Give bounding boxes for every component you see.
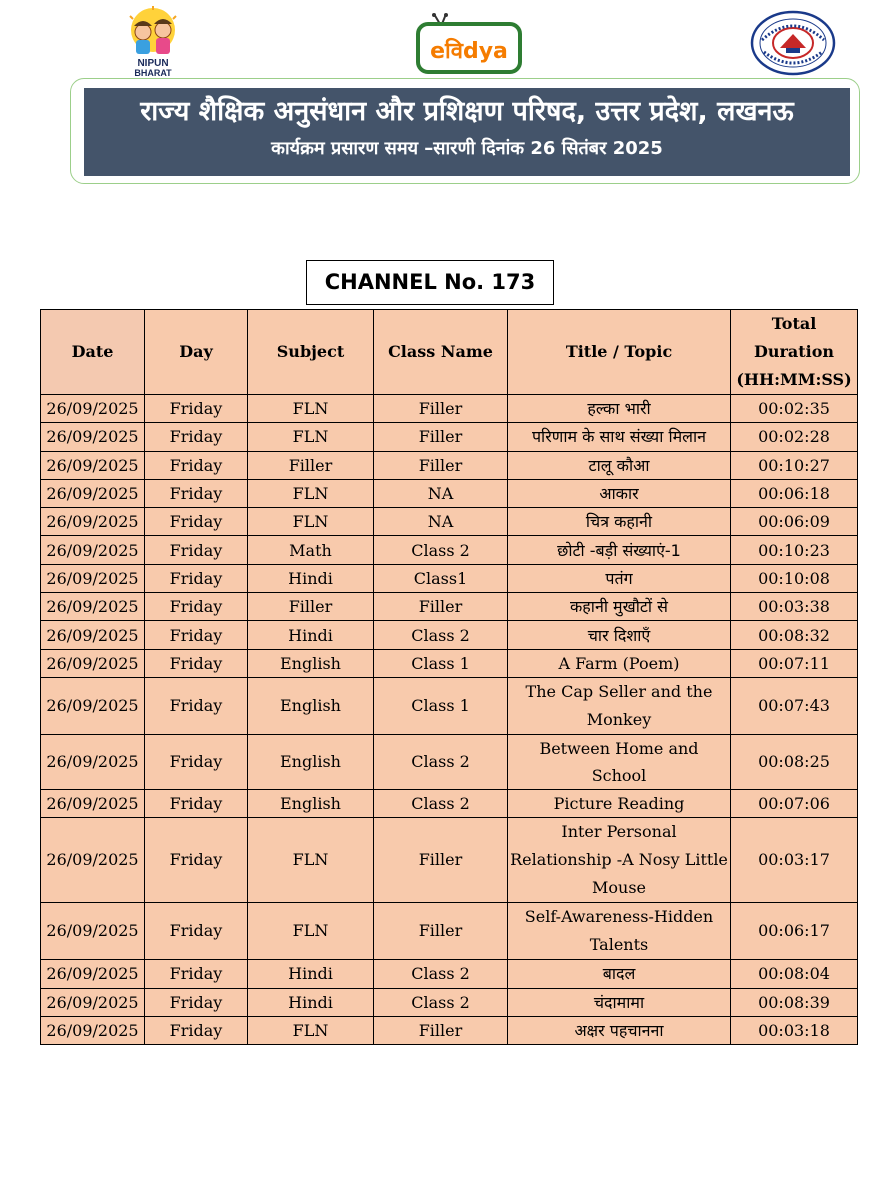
table-row — [41, 621, 858, 649]
cell-subject: FLN — [248, 395, 374, 423]
cell-day: Friday — [145, 1016, 248, 1044]
cell-date: 26/09/2025 — [41, 960, 145, 988]
cell-title-topic: परिणाम के साथ संख्या मिलान — [508, 423, 731, 451]
cell-class-name: Class 1 — [374, 649, 508, 677]
evidya-logo — [414, 12, 524, 76]
cell-class-name: Class 2 — [374, 988, 508, 1016]
cell-title-topic: Picture Reading — [508, 789, 731, 817]
cell-day: Friday — [145, 423, 248, 451]
cell-subject: Filler — [248, 451, 374, 479]
cell-date: 26/09/2025 — [41, 677, 145, 734]
cell-class-name: Filler — [374, 451, 508, 479]
cell-subject: FLN — [248, 479, 374, 507]
cell-date: 26/09/2025 — [41, 1016, 145, 1044]
cell-title-topic: कहानी मुखौटों से — [508, 593, 731, 621]
cell-subject: English — [248, 677, 374, 734]
cell-title-topic: छोटी -बड़ी संख्याएं-1 — [508, 536, 731, 564]
cell-class-name: Class 1 — [374, 677, 508, 734]
cell-duration: 00:10:27 — [731, 451, 858, 479]
cell-subject: FLN — [248, 423, 374, 451]
cell-class-name: Filler — [374, 423, 508, 451]
cell-duration: 00:08:04 — [731, 960, 858, 988]
cell-duration: 00:10:08 — [731, 564, 858, 592]
cell-duration: 00:03:17 — [731, 818, 858, 903]
cell-date: 26/09/2025 — [41, 649, 145, 677]
cell-date: 26/09/2025 — [41, 593, 145, 621]
cell-title-topic: हल्का भारी — [508, 395, 731, 423]
cell-day: Friday — [145, 734, 248, 789]
cell-day: Friday — [145, 903, 248, 960]
cell-day: Friday — [145, 395, 248, 423]
cell-duration: 00:10:23 — [731, 536, 858, 564]
cell-duration: 00:07:43 — [731, 677, 858, 734]
cell-class-name: Class 2 — [374, 536, 508, 564]
table-row — [41, 677, 858, 734]
cell-title-topic: बादल — [508, 960, 731, 988]
header-subject: Subject — [248, 310, 374, 395]
header-title-topic: Title / Topic — [508, 310, 731, 395]
cell-class-name: Filler — [374, 395, 508, 423]
cell-day: Friday — [145, 649, 248, 677]
cell-duration: 00:08:32 — [731, 621, 858, 649]
cell-subject: Hindi — [248, 621, 374, 649]
scert-seal-icon — [750, 10, 836, 76]
cell-date: 26/09/2025 — [41, 508, 145, 536]
header-total-duration: Total Duration (HH:MM:SS) — [731, 310, 858, 395]
bharat-text: BHARAT — [134, 68, 172, 78]
cell-subject: Hindi — [248, 988, 374, 1016]
cell-date: 26/09/2025 — [41, 423, 145, 451]
cell-class-name: Class1 — [374, 564, 508, 592]
table-row — [41, 960, 858, 988]
table-header-row — [41, 310, 858, 395]
cell-date: 26/09/2025 — [41, 564, 145, 592]
table-row — [41, 508, 858, 536]
cell-subject: Hindi — [248, 564, 374, 592]
nipun-bharat-logo — [112, 6, 194, 78]
channel-label: CHANNEL No. 173 — [306, 260, 554, 305]
nipun-text: NIPUN — [137, 58, 169, 69]
cell-class-name: Class 2 — [374, 789, 508, 817]
cell-date: 26/09/2025 — [41, 479, 145, 507]
cell-date: 26/09/2025 — [41, 789, 145, 817]
schedule-subtitle: कार्यक्रम प्रसारण समय –सारणी दिनांक 26 सितंबर 2025 — [271, 138, 663, 159]
cell-day: Friday — [145, 789, 248, 817]
cell-title-topic: Between Home and School — [508, 734, 731, 789]
cell-day: Friday — [145, 536, 248, 564]
evidya-text: eविdya — [430, 39, 508, 64]
cell-class-name: NA — [374, 508, 508, 536]
cell-duration: 00:06:18 — [731, 479, 858, 507]
table-row — [41, 423, 858, 451]
table-row — [41, 818, 858, 903]
header-banner — [84, 88, 850, 176]
cell-title-topic: The Cap Seller and the Monkey — [508, 677, 731, 734]
cell-title-topic: Inter Personal Relationship -A Nosy Little Mouse — [508, 818, 731, 903]
cell-title-topic: आकार — [508, 479, 731, 507]
cell-date: 26/09/2025 — [41, 818, 145, 903]
cell-subject: Math — [248, 536, 374, 564]
cell-day: Friday — [145, 621, 248, 649]
cell-day: Friday — [145, 677, 248, 734]
cell-subject: FLN — [248, 818, 374, 903]
cell-duration: 00:06:17 — [731, 903, 858, 960]
table-row — [41, 395, 858, 423]
cell-duration: 00:06:09 — [731, 508, 858, 536]
cell-date: 26/09/2025 — [41, 988, 145, 1016]
cell-duration: 00:02:35 — [731, 395, 858, 423]
cell-duration: 00:03:38 — [731, 593, 858, 621]
cell-date: 26/09/2025 — [41, 621, 145, 649]
cell-title-topic: चंदामामा — [508, 988, 731, 1016]
header-day: Day — [145, 310, 248, 395]
cell-duration: 00:07:06 — [731, 789, 858, 817]
cell-subject: English — [248, 734, 374, 789]
cell-class-name: NA — [374, 479, 508, 507]
header-date: Date — [41, 310, 145, 395]
cell-duration: 00:07:11 — [731, 649, 858, 677]
cell-class-name: Filler — [374, 818, 508, 903]
cell-date: 26/09/2025 — [41, 451, 145, 479]
cell-class-name: Filler — [374, 593, 508, 621]
cell-title-topic: चार दिशाएँ — [508, 621, 731, 649]
cell-class-name: Class 2 — [374, 621, 508, 649]
cell-day: Friday — [145, 960, 248, 988]
cell-subject: Filler — [248, 593, 374, 621]
cell-title-topic: अक्षर पहचानना — [508, 1016, 731, 1044]
cell-day: Friday — [145, 818, 248, 903]
cell-duration: 00:08:39 — [731, 988, 858, 1016]
table-row — [41, 536, 858, 564]
schedule-table — [40, 309, 858, 1045]
cell-subject: English — [248, 789, 374, 817]
organization-title: राज्य शैक्षिक अनुसंधान और प्रशिक्षण परिषद, उत्तर प्रदेश, लखनऊ — [140, 96, 794, 127]
table-row — [41, 451, 858, 479]
cell-day: Friday — [145, 508, 248, 536]
cell-duration: 00:03:18 — [731, 1016, 858, 1044]
table-row — [41, 649, 858, 677]
cell-subject: Hindi — [248, 960, 374, 988]
table-row — [41, 734, 858, 789]
cell-day: Friday — [145, 988, 248, 1016]
cell-title-topic: Self-Awareness-Hidden Talents — [508, 903, 731, 960]
cell-day: Friday — [145, 593, 248, 621]
cell-title-topic: चित्र कहानी — [508, 508, 731, 536]
table-row — [41, 903, 858, 960]
table-row — [41, 789, 858, 817]
cell-title-topic: पतंग — [508, 564, 731, 592]
cell-subject: FLN — [248, 508, 374, 536]
cell-subject: English — [248, 649, 374, 677]
cell-date: 26/09/2025 — [41, 903, 145, 960]
cell-class-name: Filler — [374, 1016, 508, 1044]
table-row — [41, 1016, 858, 1044]
cell-day: Friday — [145, 479, 248, 507]
cell-class-name: Filler — [374, 903, 508, 960]
cell-title-topic: टालू कौआ — [508, 451, 731, 479]
cell-class-name: Class 2 — [374, 960, 508, 988]
cell-day: Friday — [145, 564, 248, 592]
cell-date: 26/09/2025 — [41, 734, 145, 789]
cell-title-topic: A Farm (Poem) — [508, 649, 731, 677]
cell-subject: FLN — [248, 1016, 374, 1044]
table-row — [41, 988, 858, 1016]
cell-day: Friday — [145, 451, 248, 479]
table-row — [41, 593, 858, 621]
cell-date: 26/09/2025 — [41, 536, 145, 564]
cell-date: 26/09/2025 — [41, 395, 145, 423]
cell-class-name: Class 2 — [374, 734, 508, 789]
cell-duration: 00:08:25 — [731, 734, 858, 789]
table-row — [41, 479, 858, 507]
table-row — [41, 564, 858, 592]
cell-subject: FLN — [248, 903, 374, 960]
header-class-name: Class Name — [374, 310, 508, 395]
cell-duration: 00:02:28 — [731, 423, 858, 451]
